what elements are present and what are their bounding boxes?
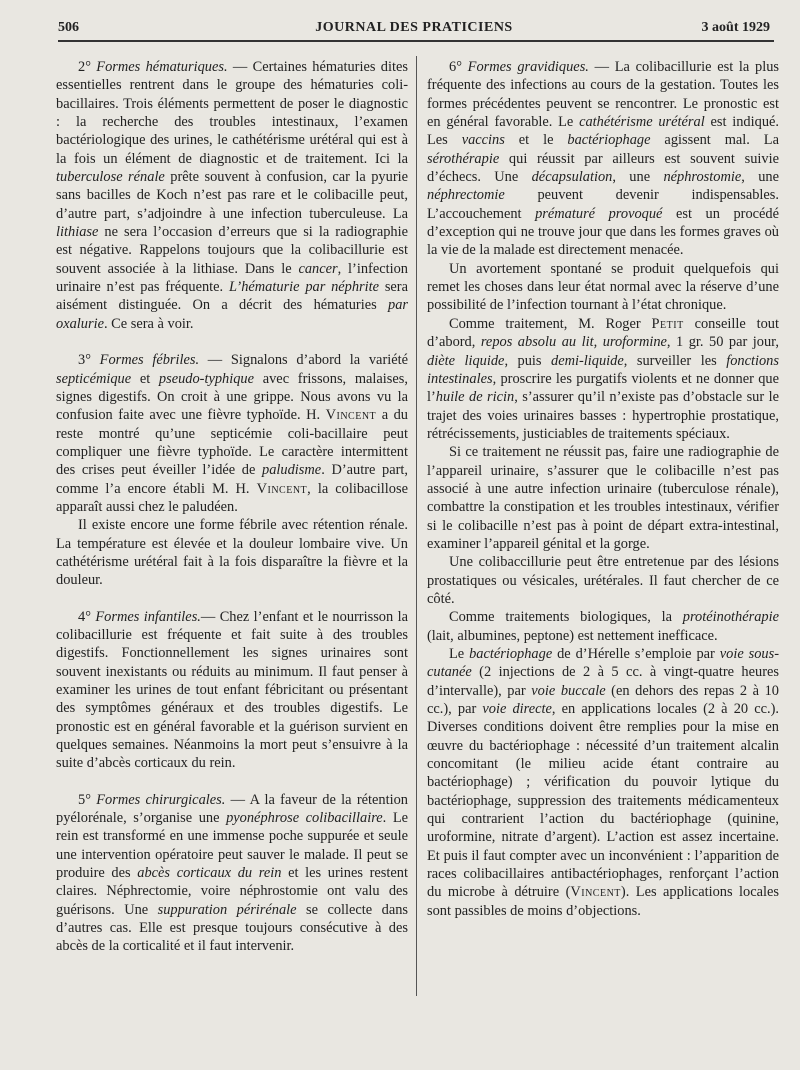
text-run: et les urines restent claires. Néphrectomie, voire néphrostomie ont valu des guérisons. Une	[56, 865, 408, 918]
text-run: qui réussit par ailleurs est souvent suivie d’échecs. Une	[427, 150, 779, 186]
italic-text: Formes fébriles.	[99, 352, 200, 369]
paragraph	[56, 58, 408, 333]
text-run: , s’assurer qu’il n’existe pas d’obstacle sur le trajet des voies urinaires basses : hypertrophie prostatique, rétrécissements, justiciables de traitements spéciaux.	[427, 389, 779, 442]
italic-text: demi-liquide	[551, 352, 624, 369]
author-name: Vincent	[570, 884, 621, 901]
italic-text: suppuration périrénale	[157, 901, 297, 918]
text-run: , proscrire les purgatifs violents et ne donner que l’	[427, 370, 779, 406]
italic-text: cancer	[298, 260, 338, 277]
italic-text: vaccins	[461, 132, 505, 149]
italic-text: huile de ricin	[435, 389, 515, 406]
italic-text: diète liquide	[427, 352, 505, 369]
italic-text: repos absolu au lit, uroformine	[480, 334, 667, 351]
journal-title: JOURNAL DES PRATICIENS	[315, 20, 513, 35]
text-run: — La colibacillurie est la plus fréquente des infections au cours de la gestation. Toutes les formes précédentes peuvent se rencontrer. Le pronostic est en général favorable. Le	[427, 59, 780, 131]
text-run: Comme traitements biologiques, la	[449, 609, 683, 626]
text-run: Si ce traitement ne réussit pas, faire une radiographie de l’appareil urinaire, s’assurer que le colibacille n’est pas associé à une autre infection urinaire (tuberculose rénale), combattre la constipation et les troubles intestinaux, vérifier si le colibacille n’est pas à point de départ extra-intestinal, examiner l’appareil génital et la gorge.	[427, 444, 779, 552]
text-run: de d’Hérelle s’emploie par	[552, 646, 720, 662]
text-run: 2°	[78, 59, 97, 75]
text-run: Comme traitement, M. Roger	[449, 315, 652, 332]
italic-text: pseudo-typhique	[158, 370, 255, 387]
paragraph	[427, 608, 779, 645]
paragraph	[56, 608, 408, 773]
column-divider	[416, 56, 417, 996]
italic-text: voie buccale	[531, 682, 606, 699]
text-run: , la colibacillose apparaît aussi chez le paludéen.	[56, 480, 408, 515]
text-run: — Signalons d’abord la variété	[199, 352, 409, 369]
italic-text: abcès corticaux du rein	[137, 865, 282, 882]
italic-text: protéinothérapie	[682, 609, 779, 626]
text-run: (2 injections de 2 à 5 cc. à vingt-quatre heures d’intervalle), par	[427, 664, 779, 699]
running-header	[58, 16, 770, 38]
italic-text: Formes gravidiques.	[467, 59, 589, 75]
italic-text: néphrectomie	[427, 187, 505, 204]
author-name: Petit	[651, 315, 684, 332]
text-run: se collecte dans d’autres cas. Elle est presque toujours consécutive à des abcès de la corticalité et il faut intervenir.	[56, 901, 408, 955]
right-column	[427, 44, 779, 920]
text-run: Il existe encore une forme fébrile avec rétention rénale. La température est élevée et la douleur lombaire vive. Un cathétérisme urétéral fait à la fois disparaître la fièvre et la douleur.	[56, 517, 408, 589]
paragraph	[56, 791, 408, 956]
text-run: , une	[741, 169, 779, 186]
text-run: et le	[504, 132, 568, 149]
italic-text: néphrostomie	[663, 169, 742, 186]
text-run: (lait, albumines, peptone) est nettement inefficace.	[427, 627, 718, 644]
page-number: 506	[58, 20, 79, 35]
italic-text: tuberculose rénale	[56, 169, 165, 186]
text-run: prête souvent à confusion, car la pyurie sans bacilles de Koch n’est pas rare et le colibacille peut, d’autre part, s’adjoindre à une infection tuberculeuse. La	[56, 169, 408, 222]
text-run: , surveiller les	[623, 352, 727, 369]
italic-text: bactériophage	[469, 646, 553, 662]
text-run: — A la faveur de la rétention pyélorénale, s’organise une	[56, 791, 408, 827]
paragraph	[427, 58, 779, 260]
italic-text: L’hématurie par néphrite	[228, 279, 380, 296]
text-run: 3°	[78, 352, 100, 369]
text-run: 5°	[78, 791, 97, 808]
text-run: peuvent devenir indispensables. L’accouchement	[427, 187, 779, 222]
italic-text: prématuré provoqué	[535, 205, 663, 222]
paragraph	[427, 260, 779, 315]
text-run: conseille tout d’abord,	[427, 315, 779, 351]
text-run: , l’infection urinaire n’est pas fréquente.	[56, 260, 408, 296]
text-run: Le	[449, 646, 470, 662]
paragraph	[427, 315, 779, 443]
text-run: , 1 gr. 50 par jour,	[666, 334, 780, 351]
text-run: est indiqué. Les	[427, 114, 779, 149]
text-run: ). Les applications locales sont passibles de moins d’objections.	[427, 884, 779, 919]
text-run: sera aisément distinguée. On a décrit des hématuries	[56, 279, 408, 314]
italic-text: par oxalurie	[56, 297, 408, 332]
italic-text: Formes chirurgicales.	[96, 791, 226, 808]
italic-text: sérothérapie	[427, 150, 500, 167]
text-run: . Le rein est transformé en une immense poche suppurée et seule une intervention opératoire peut sauver le malade. Il peut se produire des	[56, 810, 408, 882]
author-name: Vincent	[256, 480, 308, 497]
issue-date: 3 août 1929	[701, 20, 770, 35]
text-run: (en dehors des repas 2 à 10 cc.), par	[427, 682, 779, 718]
text-run: — Chez l’enfant et le nourrisson la colibacillurie est fréquente et fait suite à des troubles digestifs. Fonctionnellement les signes urinaires sont souvent inexistants ou réduits au minimum. Il faut penser à examiner les urines de tout enfant fébricitant ou présentant des symptômes généraux et des troubles digestifs. Le pronostic est en général favorable et la guérison survient en quelques semaines. Néanmoins la mort peut s’ensuivre à la suite d’abcès corticaux du rein.	[56, 608, 408, 772]
text-run: et	[131, 370, 159, 387]
italic-text: cathétérisme urétéral	[579, 114, 705, 131]
text-run: 4°	[78, 608, 96, 625]
text-run: ne sera l’occasion d’erreurs que si la radiographie est négative. Rappelons toujours que la colibacillurie est souvent associée à la lithiase. Dans le	[56, 224, 408, 277]
italic-text: fonctions intestinales	[427, 352, 779, 387]
text-run: est un procédé d’exception qui ne trouve jour que dans les formes graves où la vie de la malade est directement menacée.	[427, 205, 779, 259]
text-run: — Certaines hématuries dites essentielles rentrent dans le groupe des hématuries coli-bacillaires. Trois éléments permettent de poser le diagnostic : la recherche des troubles intestinaux, l’examen bactériologique des urines, le cathétérisme urétéral qui est à la fois un élément de diagnostic et de traitement. Ici la	[56, 59, 408, 167]
text-run: 6°	[449, 59, 468, 75]
italic-text: lithiase	[56, 224, 99, 241]
text-run: . D’autre part, comme l’a encore établi M. H.	[56, 462, 408, 497]
italic-text: Formes hématuriques.	[96, 59, 228, 75]
italic-text: voie sous-cutanée	[427, 646, 779, 681]
italic-text: bactériophage	[567, 132, 651, 149]
italic-text: paludisme	[262, 462, 322, 479]
italic-text: pyonéphrose colibacillaire	[226, 810, 383, 827]
text-run: agissent mal. La	[650, 132, 779, 149]
italic-text: décapsulation	[531, 169, 613, 186]
text-run: , en applications locales (2 à 20 cc.). Diverses conditions doivent être remplies pour la mise en œuvre du bactériophage : nécessité d’un traitement alcalin concomitant (le milieu acide étant contraire au bactériophage) ; vérification du pouvoir lytique du bactériophage, suppression des traitements médicamenteux qui contrarient l’action du bactériophage (quinine, uroformine, nitrate d’argent). L’action est assez incertaine. Et puis il faut compter avec un inconvénient : l’apparition de races colibacillaires antibactériophages, renforçant l’action du microbe à détruire (	[427, 701, 779, 901]
text-run: Une colibaccillurie peut être entretenue par des lésions prostatiques ou vésicales, urétérales. Il faut chercher de ce côté.	[427, 554, 779, 607]
text-run: . Ce sera à voir.	[103, 315, 194, 332]
paragraph	[427, 553, 779, 608]
author-name: Vincent	[325, 407, 377, 424]
paragraph	[427, 443, 779, 553]
text-run: Un avortement spontané se produit quelquefois qui remet les choses dans leur état normal avec la réserve d’une possibilité de l’infection tournant à l’état chronique.	[427, 260, 779, 314]
left-column	[56, 44, 408, 956]
paragraph	[427, 645, 779, 920]
header-rule	[58, 40, 774, 42]
text-run: , puis	[504, 352, 552, 369]
italic-text: voie directe	[482, 701, 552, 718]
italic-text: septicémique	[56, 370, 132, 387]
text-run: avec frissons, malaises, signes digestifs. On croit à une grippe. Nous avons vu la confusion faite avec une fièvre typhoïde. H.	[56, 370, 408, 424]
text-run: , une	[612, 169, 664, 186]
paragraph	[56, 351, 408, 516]
text-run: a du reste montré qu’une septicémie coli-bacillaire peut compliquer une fièvre typhoïde. Le caractère intermittent des crises peut éveiller l’idée de	[56, 407, 408, 479]
paragraph	[56, 516, 408, 589]
italic-text: Formes infantiles.	[95, 608, 201, 625]
